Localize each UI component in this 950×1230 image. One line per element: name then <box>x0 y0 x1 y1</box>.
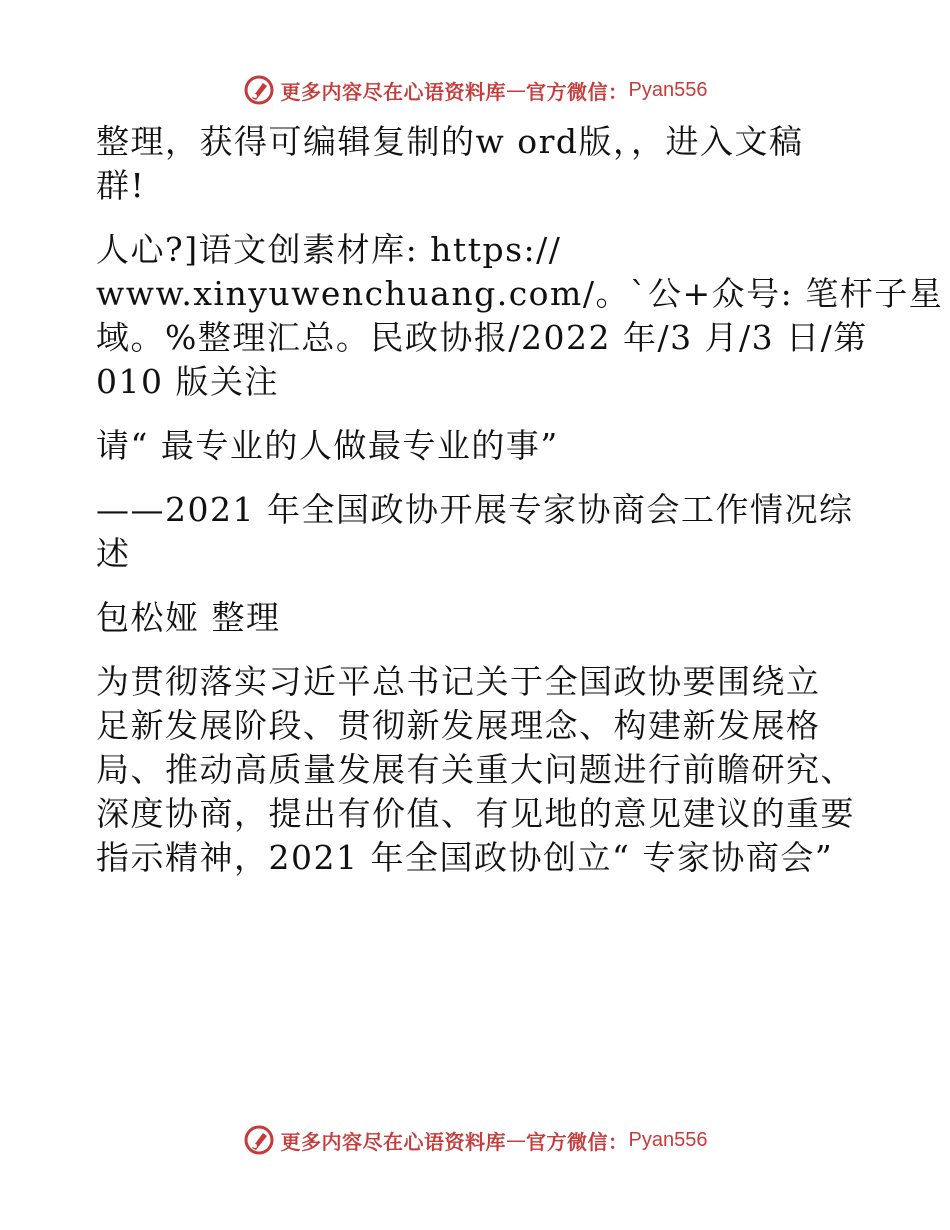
document-body <box>96 120 944 880</box>
banner-contact: 官方微信： <box>526 79 629 104</box>
paragraph-2 <box>96 228 944 404</box>
paragraph-1 <box>96 120 856 208</box>
paragraph-3 <box>96 424 856 468</box>
text-line: 域。%整理汇总。民政协报/2022 年/3 月/3 日/第 <box>96 318 868 357</box>
banner-text: 更多内容尽在心语资料库 <box>280 1129 507 1154</box>
header-banner <box>0 70 950 110</box>
text-line: 深度协商，提出有价值、有见地的意见建议的重要 <box>96 794 855 833</box>
banner-contact: 官方微信： <box>526 1129 629 1154</box>
banner-separator: — <box>506 1128 527 1152</box>
text-line: 包松娅 整理 <box>96 598 281 637</box>
text-line: 群! <box>96 166 146 205</box>
banner-id: Pyan556 <box>628 78 708 101</box>
text-line: 述 <box>96 534 131 573</box>
text-line: 010 版关注 <box>96 362 279 401</box>
banner-text: 更多内容尽在心语资料库 <box>280 79 507 104</box>
banner-id: Pyan556 <box>628 1128 708 1151</box>
text-line: 局、推动高质量发展有关重大问题进行前瞻研究、 <box>96 750 855 789</box>
text-line: www.xinyuwenchuang.com/。`公+众号: 笔杆子星 <box>96 274 944 313</box>
paragraph-6 <box>96 660 856 880</box>
text-line: 请“ 最专业的人做最专业的事” <box>96 426 559 465</box>
text-line: 指示精神，2021 年全国政协创立“ 专家协商会” <box>96 838 834 877</box>
text-line: 人心?]语文创素材库: https:// <box>96 230 562 269</box>
text-line: ——2021 年全国政协开展专家协商会工作情况综 <box>96 490 854 529</box>
paragraph-4 <box>96 488 856 576</box>
footer-banner <box>0 1120 950 1160</box>
text-line: 足新发展阶段、贯彻新发展理念、构建新发展格 <box>96 706 821 745</box>
text-line: 为贯彻落实习近平总书记关于全国政协要围绕立 <box>96 662 821 701</box>
paragraph-5 <box>96 596 856 640</box>
pen-circle-logo-icon <box>243 1124 275 1156</box>
banner-separator: — <box>506 78 527 102</box>
text-line: 整理，获得可编辑复制的w ord版，，进入文稿 <box>96 122 804 161</box>
pen-circle-logo-icon <box>243 74 275 106</box>
